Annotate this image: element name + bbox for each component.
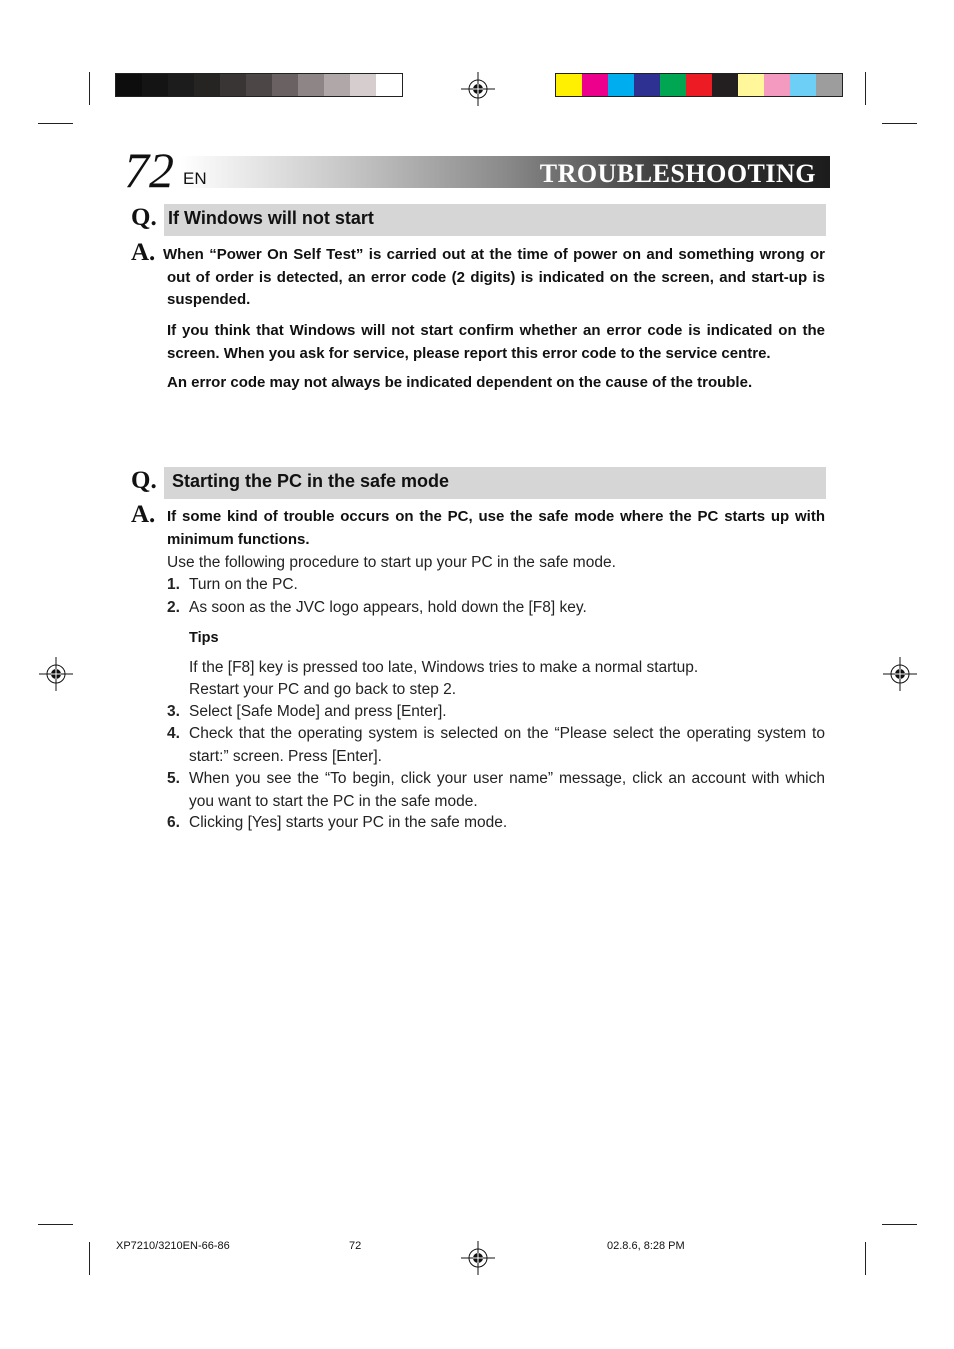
footer-page: 72 xyxy=(349,1240,362,1252)
color-swatch xyxy=(246,74,272,96)
color-swatch xyxy=(324,74,350,96)
step-number: 2. xyxy=(167,599,180,616)
color-swatch xyxy=(116,74,142,96)
color-swatch xyxy=(686,74,712,96)
step-text: Clicking [Yes] starts your PC in the safe mode. xyxy=(189,814,508,831)
color-swatch xyxy=(712,74,738,96)
section-title: TROUBLESHOOTING xyxy=(539,159,816,188)
intro-text: Use the following procedure to start up your PC in the safe mode. xyxy=(167,554,616,571)
step-number: 4. xyxy=(167,725,180,742)
answer-paragraph: If you think that Windows will not start confirm whether an error code is indicated on the screen. When you ask for service, please report this error code to the service centre. xyxy=(167,322,825,362)
color-swatch xyxy=(220,74,246,96)
footer-date: 02.8.6, 8:28 PM xyxy=(607,1240,685,1252)
color-swatch xyxy=(168,74,194,96)
section-title-bar xyxy=(180,156,830,188)
step-number: 1. xyxy=(167,576,180,593)
question-text: Starting the PC in the safe mode xyxy=(172,471,450,491)
question-text: If Windows will not start xyxy=(168,208,374,228)
step-text: Turn on the PC. xyxy=(189,576,298,593)
step-text: Check that the operating system is selected on the “Please select the operating system to start:” screen. Press [Enter]. xyxy=(189,725,825,765)
color-swatch xyxy=(142,74,168,96)
color-swatch xyxy=(556,74,582,96)
color-calibration-bar xyxy=(555,73,843,97)
color-swatch xyxy=(376,74,402,96)
tips-text: If the [F8] key is pressed too late, Windows tries to make a normal startup. xyxy=(189,659,699,676)
color-swatch xyxy=(660,74,686,96)
crop-mark xyxy=(89,1242,90,1275)
footer-filename: XP7210/3210EN-66-86 xyxy=(116,1240,230,1252)
answer-label: A. xyxy=(131,239,156,266)
step-text: Select [Safe Mode] and press [Enter]. xyxy=(189,703,447,720)
registration-mark-icon xyxy=(39,657,73,691)
registration-mark-icon xyxy=(461,72,495,106)
crop-mark xyxy=(38,1224,73,1225)
color-swatch xyxy=(764,74,790,96)
color-swatch xyxy=(350,74,376,96)
page-number: 72 xyxy=(124,142,174,198)
step-number: 6. xyxy=(167,814,180,831)
crop-mark xyxy=(865,1242,866,1275)
question-bar xyxy=(164,467,826,499)
registration-mark-icon xyxy=(461,1241,495,1275)
color-swatch xyxy=(608,74,634,96)
question-label: Q. xyxy=(131,467,157,494)
step-number: 5. xyxy=(167,770,180,787)
crop-mark xyxy=(89,72,90,105)
crop-mark xyxy=(882,1224,917,1225)
tips-heading: Tips xyxy=(189,630,219,646)
step-item xyxy=(167,723,825,768)
answer-paragraph: An error code may not always be indicated dependent on the cause of the trouble. xyxy=(167,374,753,391)
step-number: 3. xyxy=(167,703,180,720)
step-text: As soon as the JVC logo appears, hold down the [F8] key. xyxy=(189,599,587,616)
answer-paragraph xyxy=(163,244,825,312)
question-bar xyxy=(164,204,826,236)
step-item xyxy=(167,701,825,724)
answer-text: When “Power On Self Test” is carried out at the time of power on and something wrong or out of order is detected, an error code (2 digits) is indicated on the screen, and start-up is suspended. xyxy=(163,246,825,308)
step-item xyxy=(167,768,825,813)
color-swatch xyxy=(634,74,660,96)
grayscale-calibration-bar xyxy=(115,73,403,97)
color-swatch xyxy=(194,74,220,96)
color-swatch xyxy=(298,74,324,96)
color-swatch xyxy=(738,74,764,96)
crop-mark xyxy=(865,72,866,105)
color-swatch xyxy=(790,74,816,96)
question-label: Q. xyxy=(131,204,157,231)
step-item xyxy=(167,812,825,835)
answer-label: A. xyxy=(131,501,156,528)
language-code: EN xyxy=(183,169,207,188)
step-item xyxy=(167,574,825,597)
step-item xyxy=(167,597,825,620)
crop-mark xyxy=(882,123,917,124)
crop-mark xyxy=(38,123,73,124)
tips-text: Restart your PC and go back to step 2. xyxy=(189,681,457,698)
step-text: When you see the “To begin, click your user name” message, click an account with which you want to start the PC in the safe mode. xyxy=(189,770,825,810)
registration-mark-icon xyxy=(883,657,917,691)
answer-paragraph: If some kind of trouble occurs on the PC, use the safe mode where the PC starts up with minimum functions. xyxy=(167,508,825,548)
color-swatch xyxy=(582,74,608,96)
color-swatch xyxy=(816,74,842,96)
color-swatch xyxy=(272,74,298,96)
